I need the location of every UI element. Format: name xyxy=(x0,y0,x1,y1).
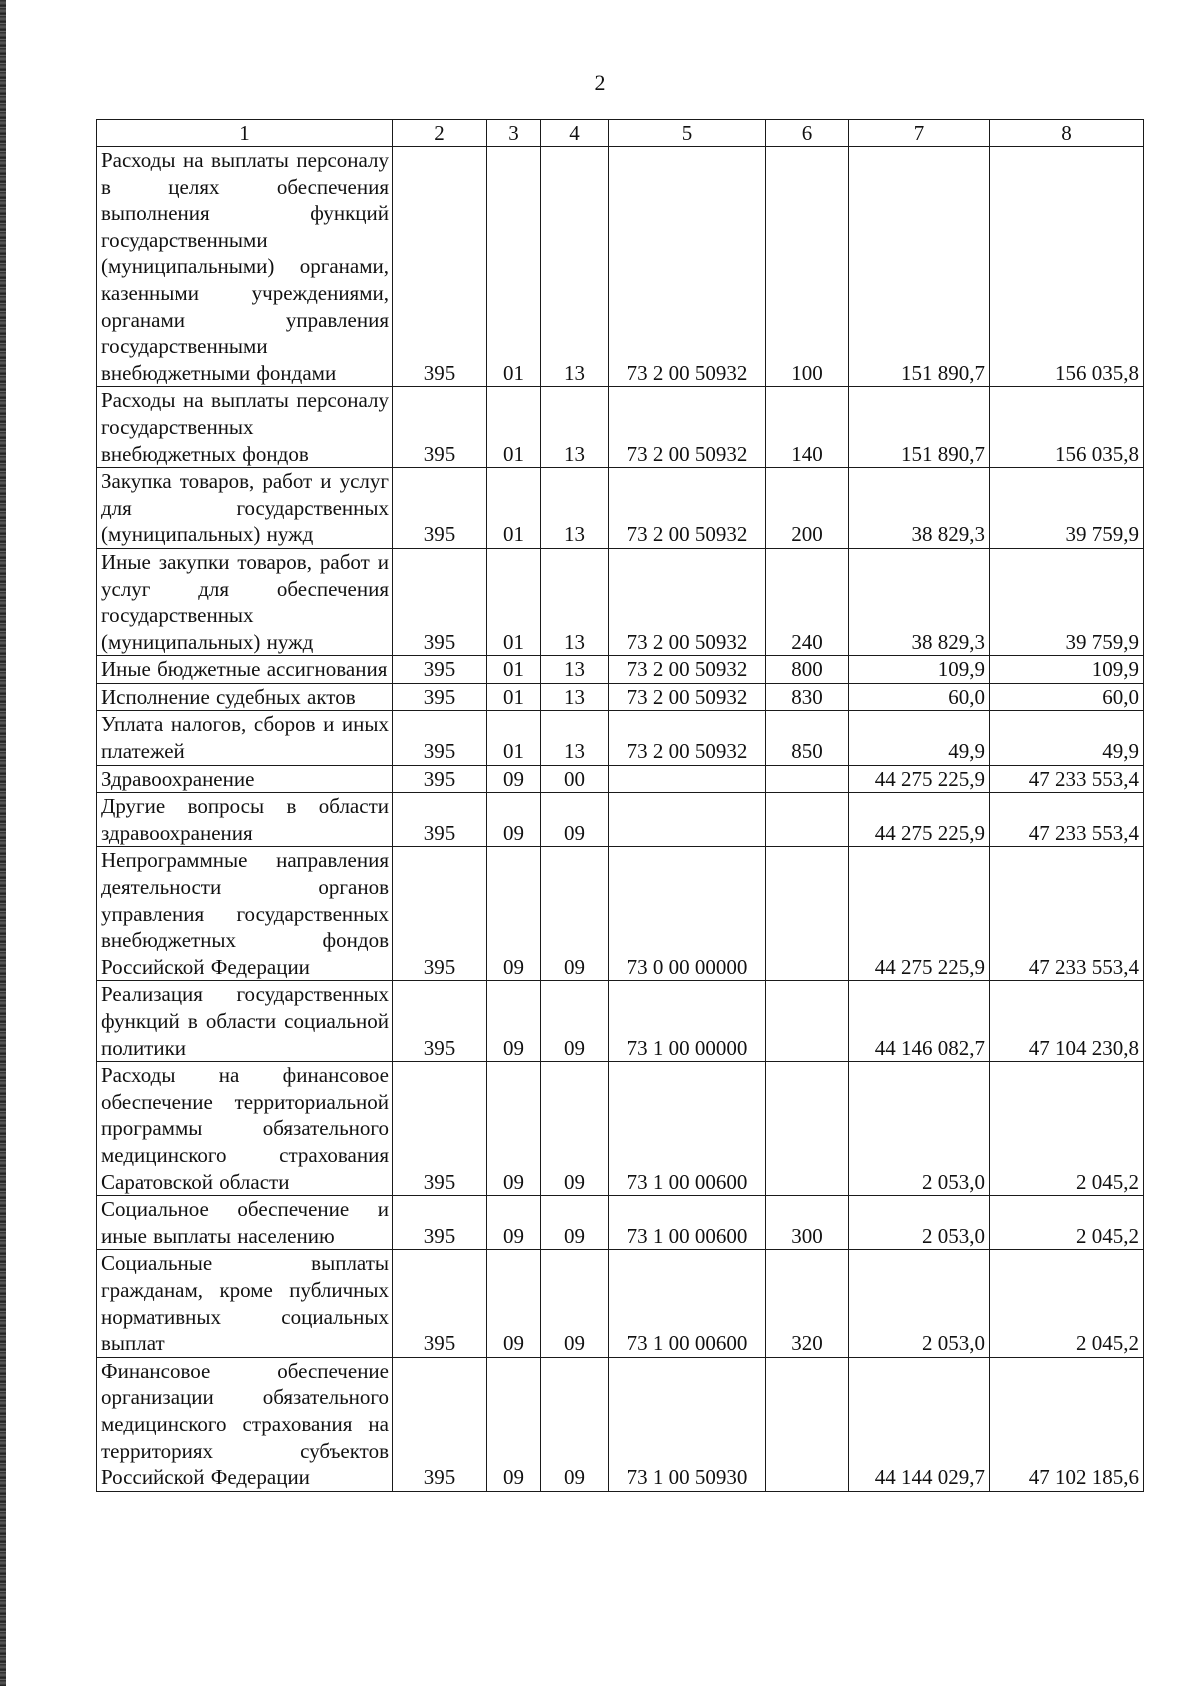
ministry-code-cell: 395 xyxy=(393,765,487,793)
target-article-cell: 73 2 00 50932 xyxy=(609,548,766,655)
section-code-cell: 01 xyxy=(487,656,541,684)
ministry-code-cell: 395 xyxy=(393,387,487,468)
expense-type-cell: 100 xyxy=(766,147,849,387)
section-code-cell: 01 xyxy=(487,548,541,655)
target-article-cell xyxy=(609,765,766,793)
ministry-code-cell: 395 xyxy=(393,711,487,765)
expense-type-cell: 850 xyxy=(766,711,849,765)
subsection-code-cell: 09 xyxy=(541,1062,609,1196)
subsection-code-cell: 09 xyxy=(541,1250,609,1357)
expense-type-cell: 300 xyxy=(766,1196,849,1250)
table-row xyxy=(97,981,1144,1062)
subsection-code-cell: 09 xyxy=(541,847,609,981)
row-name-cell: Иные закупки товаров, работ и услуг для обеспечения государственных (муниципальных) нужд xyxy=(97,548,393,655)
expense-type-cell xyxy=(766,1062,849,1196)
table-body xyxy=(97,120,1144,1492)
amount-year1-cell: 49,9 xyxy=(849,711,990,765)
amount-year1-cell: 109,9 xyxy=(849,656,990,684)
subsection-code-cell: 09 xyxy=(541,1196,609,1250)
row-name-cell: Иные бюджетные ассигнования xyxy=(97,656,393,684)
amount-year2-cell: 60,0 xyxy=(990,683,1144,711)
amount-year1-cell: 2 053,0 xyxy=(849,1196,990,1250)
table-row xyxy=(97,793,1144,847)
amount-year2-cell: 39 759,9 xyxy=(990,468,1144,549)
amount-year2-cell: 49,9 xyxy=(990,711,1144,765)
amount-year2-cell: 39 759,9 xyxy=(990,548,1144,655)
target-article-cell: 73 2 00 50932 xyxy=(609,147,766,387)
table-row xyxy=(97,765,1144,793)
expense-type-cell: 200 xyxy=(766,468,849,549)
amount-year1-cell: 38 829,3 xyxy=(849,548,990,655)
table-row xyxy=(97,847,1144,981)
row-name-cell: Расходы на выплаты персоналу в целях обеспечения выполнения функций государственными (муниципальными) органами, казенными учреждениями, органами управления государственными внебюджетными фондами xyxy=(97,147,393,387)
section-code-cell: 09 xyxy=(487,847,541,981)
header-cell-1: 1 xyxy=(97,120,393,147)
target-article-cell: 73 2 00 50932 xyxy=(609,468,766,549)
amount-year1-cell: 44 144 029,7 xyxy=(849,1357,990,1491)
section-code-cell: 09 xyxy=(487,1062,541,1196)
section-code-cell: 01 xyxy=(487,147,541,387)
amount-year1-cell: 151 890,7 xyxy=(849,387,990,468)
subsection-code-cell: 13 xyxy=(541,711,609,765)
row-name-cell: Закупка товаров, работ и услуг для государственных (муниципальных) нужд xyxy=(97,468,393,549)
amount-year2-cell: 2 045,2 xyxy=(990,1196,1144,1250)
target-article-cell: 73 2 00 50932 xyxy=(609,711,766,765)
row-name-cell: Социальное обеспечение и иные выплаты населению xyxy=(97,1196,393,1250)
table-row xyxy=(97,1062,1144,1196)
expense-type-cell xyxy=(766,793,849,847)
section-code-cell: 09 xyxy=(487,981,541,1062)
expense-type-cell xyxy=(766,981,849,1062)
page-number: 2 xyxy=(594,70,606,95)
ministry-code-cell: 395 xyxy=(393,468,487,549)
amount-year2-cell: 47 233 553,4 xyxy=(990,765,1144,793)
row-name-cell: Финансовое обеспечение организации обязательного медицинского страхования на территориях субъектов Российской Федерации xyxy=(97,1357,393,1491)
table-row xyxy=(97,1250,1144,1357)
target-article-cell: 73 1 00 00600 xyxy=(609,1196,766,1250)
amount-year2-cell: 47 233 553,4 xyxy=(990,793,1144,847)
expense-type-cell: 140 xyxy=(766,387,849,468)
subsection-code-cell: 13 xyxy=(541,656,609,684)
row-name-cell: Расходы на выплаты персоналу государственных внебюджетных фондов xyxy=(97,387,393,468)
row-name-cell: Исполнение судебных актов xyxy=(97,683,393,711)
amount-year1-cell: 151 890,7 xyxy=(849,147,990,387)
amount-year1-cell: 44 275 225,9 xyxy=(849,765,990,793)
budget-table xyxy=(96,119,1144,1492)
section-code-cell: 01 xyxy=(487,387,541,468)
amount-year2-cell: 47 233 553,4 xyxy=(990,847,1144,981)
table-row xyxy=(97,711,1144,765)
ministry-code-cell: 395 xyxy=(393,147,487,387)
subsection-code-cell: 00 xyxy=(541,765,609,793)
row-name-cell: Расходы на финансовое обеспечение территориальной программы обязательного медицинского страхования Саратовской области xyxy=(97,1062,393,1196)
ministry-code-cell: 395 xyxy=(393,1250,487,1357)
section-code-cell: 09 xyxy=(487,765,541,793)
subsection-code-cell: 13 xyxy=(541,683,609,711)
header-cell-8: 8 xyxy=(990,120,1144,147)
amount-year1-cell: 2 053,0 xyxy=(849,1062,990,1196)
subsection-code-cell: 09 xyxy=(541,1357,609,1491)
amount-year1-cell: 38 829,3 xyxy=(849,468,990,549)
row-name-cell: Здравоохранение xyxy=(97,765,393,793)
table-row xyxy=(97,468,1144,549)
section-code-cell: 09 xyxy=(487,1250,541,1357)
table-header-row xyxy=(97,120,1144,147)
row-name-cell: Уплата налогов, сборов и иных платежей xyxy=(97,711,393,765)
subsection-code-cell: 09 xyxy=(541,981,609,1062)
subsection-code-cell: 13 xyxy=(541,387,609,468)
table-row xyxy=(97,147,1144,387)
target-article-cell: 73 2 00 50932 xyxy=(609,656,766,684)
amount-year2-cell: 156 035,8 xyxy=(990,387,1144,468)
expense-type-cell: 240 xyxy=(766,548,849,655)
expense-type-cell: 830 xyxy=(766,683,849,711)
amount-year2-cell: 47 104 230,8 xyxy=(990,981,1144,1062)
expense-type-cell xyxy=(766,1357,849,1491)
row-name-cell: Реализация государственных функций в области социальной политики xyxy=(97,981,393,1062)
ministry-code-cell: 395 xyxy=(393,847,487,981)
table-row xyxy=(97,683,1144,711)
header-cell-5: 5 xyxy=(609,120,766,147)
header-cell-4: 4 xyxy=(541,120,609,147)
target-article-cell: 73 1 00 00600 xyxy=(609,1062,766,1196)
target-article-cell: 73 2 00 50932 xyxy=(609,683,766,711)
row-name-cell: Другие вопросы в области здравоохранения xyxy=(97,793,393,847)
header-cell-2: 2 xyxy=(393,120,487,147)
section-code-cell: 01 xyxy=(487,711,541,765)
amount-year2-cell: 2 045,2 xyxy=(990,1250,1144,1357)
scan-edge xyxy=(0,0,6,1686)
section-code-cell: 09 xyxy=(487,1196,541,1250)
ministry-code-cell: 395 xyxy=(393,1357,487,1491)
subsection-code-cell: 13 xyxy=(541,548,609,655)
section-code-cell: 01 xyxy=(487,683,541,711)
ministry-code-cell: 395 xyxy=(393,683,487,711)
section-code-cell: 09 xyxy=(487,1357,541,1491)
section-code-cell: 01 xyxy=(487,468,541,549)
header-cell-6: 6 xyxy=(766,120,849,147)
amount-year1-cell: 2 053,0 xyxy=(849,1250,990,1357)
target-article-cell: 73 0 00 00000 xyxy=(609,847,766,981)
table-row xyxy=(97,656,1144,684)
amount-year2-cell: 2 045,2 xyxy=(990,1062,1144,1196)
header-cell-3: 3 xyxy=(487,120,541,147)
ministry-code-cell: 395 xyxy=(393,1196,487,1250)
expense-type-cell: 320 xyxy=(766,1250,849,1357)
ministry-code-cell: 395 xyxy=(393,548,487,655)
target-article-cell: 73 1 00 00600 xyxy=(609,1250,766,1357)
amount-year1-cell: 44 275 225,9 xyxy=(849,793,990,847)
table-row xyxy=(97,1357,1144,1491)
row-name-cell: Непрограммные направления деятельности органов управления государственных внебюджетных фондов Российской Федерации xyxy=(97,847,393,981)
subsection-code-cell: 09 xyxy=(541,793,609,847)
amount-year2-cell: 156 035,8 xyxy=(990,147,1144,387)
row-name-cell: Социальные выплаты гражданам, кроме публичных нормативных социальных выплат xyxy=(97,1250,393,1357)
ministry-code-cell: 395 xyxy=(393,656,487,684)
ministry-code-cell: 395 xyxy=(393,793,487,847)
target-article-cell: 73 1 00 00000 xyxy=(609,981,766,1062)
amount-year1-cell: 44 146 082,7 xyxy=(849,981,990,1062)
header-cell-7: 7 xyxy=(849,120,990,147)
target-article-cell: 73 2 00 50932 xyxy=(609,387,766,468)
expense-type-cell xyxy=(766,765,849,793)
amount-year1-cell: 60,0 xyxy=(849,683,990,711)
target-article-cell: 73 1 00 50930 xyxy=(609,1357,766,1491)
expense-type-cell xyxy=(766,847,849,981)
subsection-code-cell: 13 xyxy=(541,147,609,387)
table-row xyxy=(97,548,1144,655)
ministry-code-cell: 395 xyxy=(393,981,487,1062)
subsection-code-cell: 13 xyxy=(541,468,609,549)
table-row xyxy=(97,387,1144,468)
ministry-code-cell: 395 xyxy=(393,1062,487,1196)
amount-year2-cell: 109,9 xyxy=(990,656,1144,684)
table-row xyxy=(97,1196,1144,1250)
expense-type-cell: 800 xyxy=(766,656,849,684)
section-code-cell: 09 xyxy=(487,793,541,847)
target-article-cell xyxy=(609,793,766,847)
amount-year2-cell: 47 102 185,6 xyxy=(990,1357,1144,1491)
amount-year1-cell: 44 275 225,9 xyxy=(849,847,990,981)
